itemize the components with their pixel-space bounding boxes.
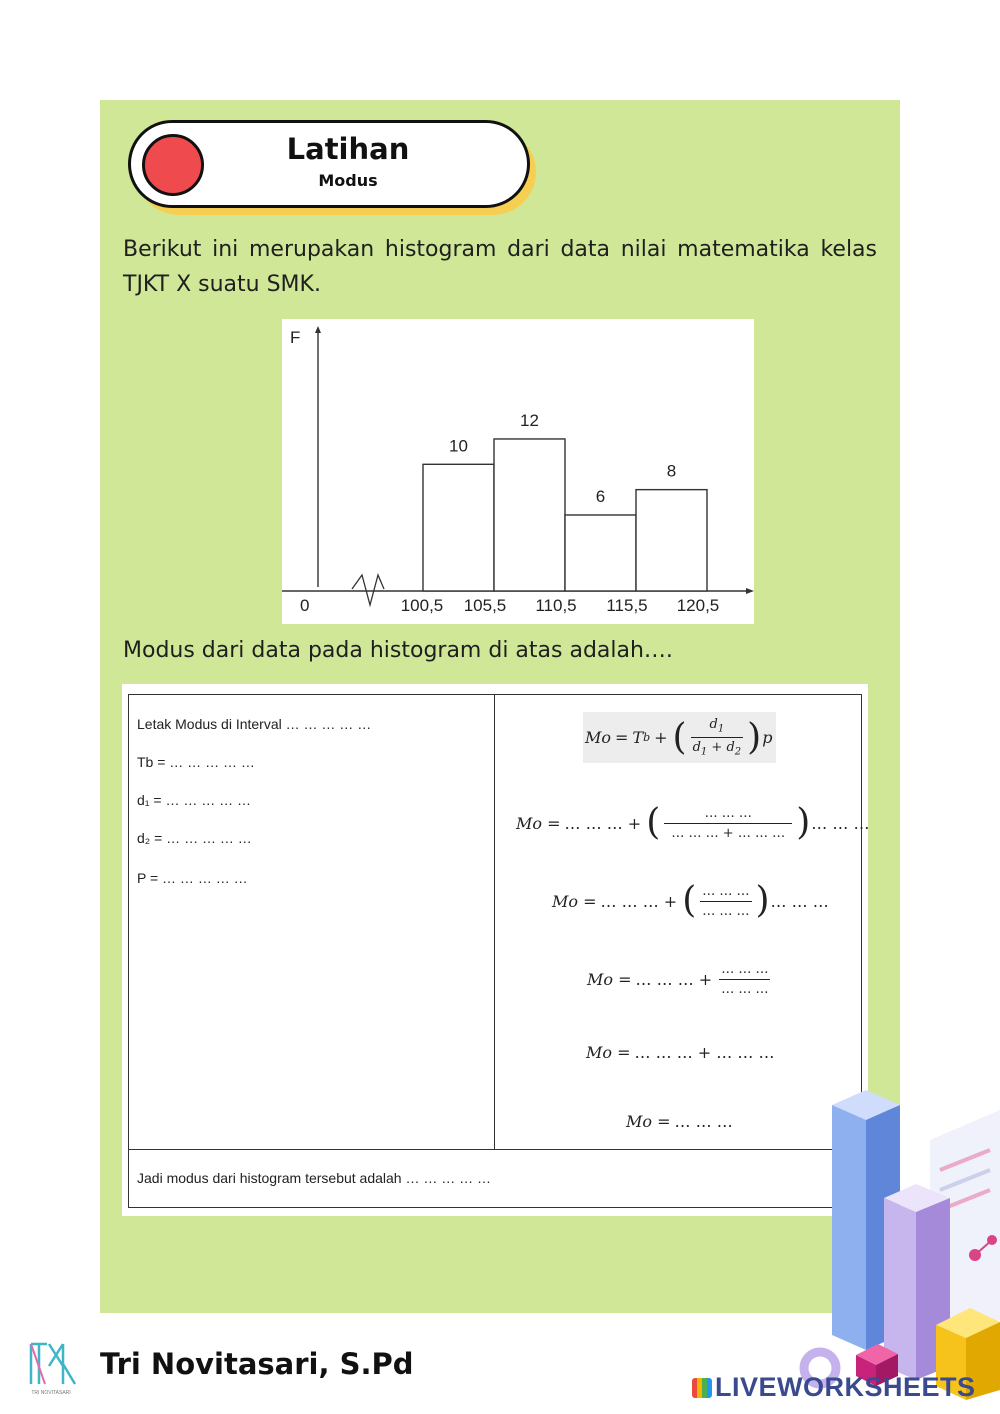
bar-value-label: 12 [520,410,539,430]
column-divider [494,694,495,1150]
bar-chart-illustration [780,1080,1000,1414]
liveworksheets-brand[interactable]: LIVEWORKSHEETS [692,1372,976,1403]
histogram-svg [282,319,754,624]
axis-break [352,575,384,605]
author-logo [25,1338,77,1398]
histogram-bar [565,515,636,591]
x-tick-label: 110,5 [535,596,577,615]
d1-line[interactable]: d₁ = … … … … … [137,792,252,808]
page-subtitle: Modus [318,171,378,190]
y-axis-label: F [290,328,301,347]
mode-formula: Mo = T b + ( $\frac{d_1}{d_1 + d_2}$ ) p [585,716,773,758]
logo-caption: TRI NOVITASARI [31,1390,71,1396]
histogram-bar [636,490,707,591]
live-icon [692,1378,712,1398]
intro-text: Berikut ini merupakan histogram dari data nilai matematika kelas TJKT X suatu SMK. [123,237,877,297]
histogram-bar [423,464,494,591]
histogram-chart [282,319,754,624]
bar-value-label: 8 [666,461,677,481]
conclusion-line[interactable]: Jadi modus dari histogram tersebut adalah … … … … … [137,1170,492,1186]
bar-value-label: 6 [595,486,606,506]
tb-line[interactable]: Tb = … … … … … [137,754,255,770]
answer-table [128,694,862,1208]
question-text: Modus dari data pada histogram di atas adalah…. [123,638,673,663]
x-axis-arrow [746,588,754,594]
y-axis-arrow [315,326,321,333]
step-5[interactable]: Mo = … … … [626,1111,733,1131]
step-1[interactable]: Mo = … … … + ( $\frac{\dots \dots \dots}{\dots \dots \dots + \dots \dots \dots}$ ) … … … [516,802,870,843]
page-title: Latihan [286,132,410,166]
x-tick-label: 100,5 [400,596,444,615]
step-3[interactable]: Mo = … … … + $\frac{\dots \dots \dots}{\dots \dots \dots}$ [587,961,769,997]
author-name: Tri Novitasari, S.Pd [100,1347,414,1381]
bar-value-label: 10 [449,436,468,456]
x-tick-label: 120,5 [676,596,720,615]
mode-interval-line[interactable]: Letak Modus di Interval … … … … … [137,716,372,732]
row-divider [128,1149,862,1150]
p-line[interactable]: P = … … … … … [137,870,248,886]
step-4[interactable]: Mo = … … … + … … … [586,1042,775,1062]
x-tick-label: 115,5 [606,596,648,615]
red-dot-icon [142,134,204,196]
step-2[interactable]: Mo = … … … + ( $\frac{\dots \dots \dots}{\dots \dots \dots}$ ) … … … [552,880,829,921]
origin-label: 0 [300,596,310,615]
d2-line[interactable]: d₂ = … … … … … [137,830,252,846]
histogram-bar [494,439,565,591]
x-tick-label: 105,5 [463,596,507,615]
